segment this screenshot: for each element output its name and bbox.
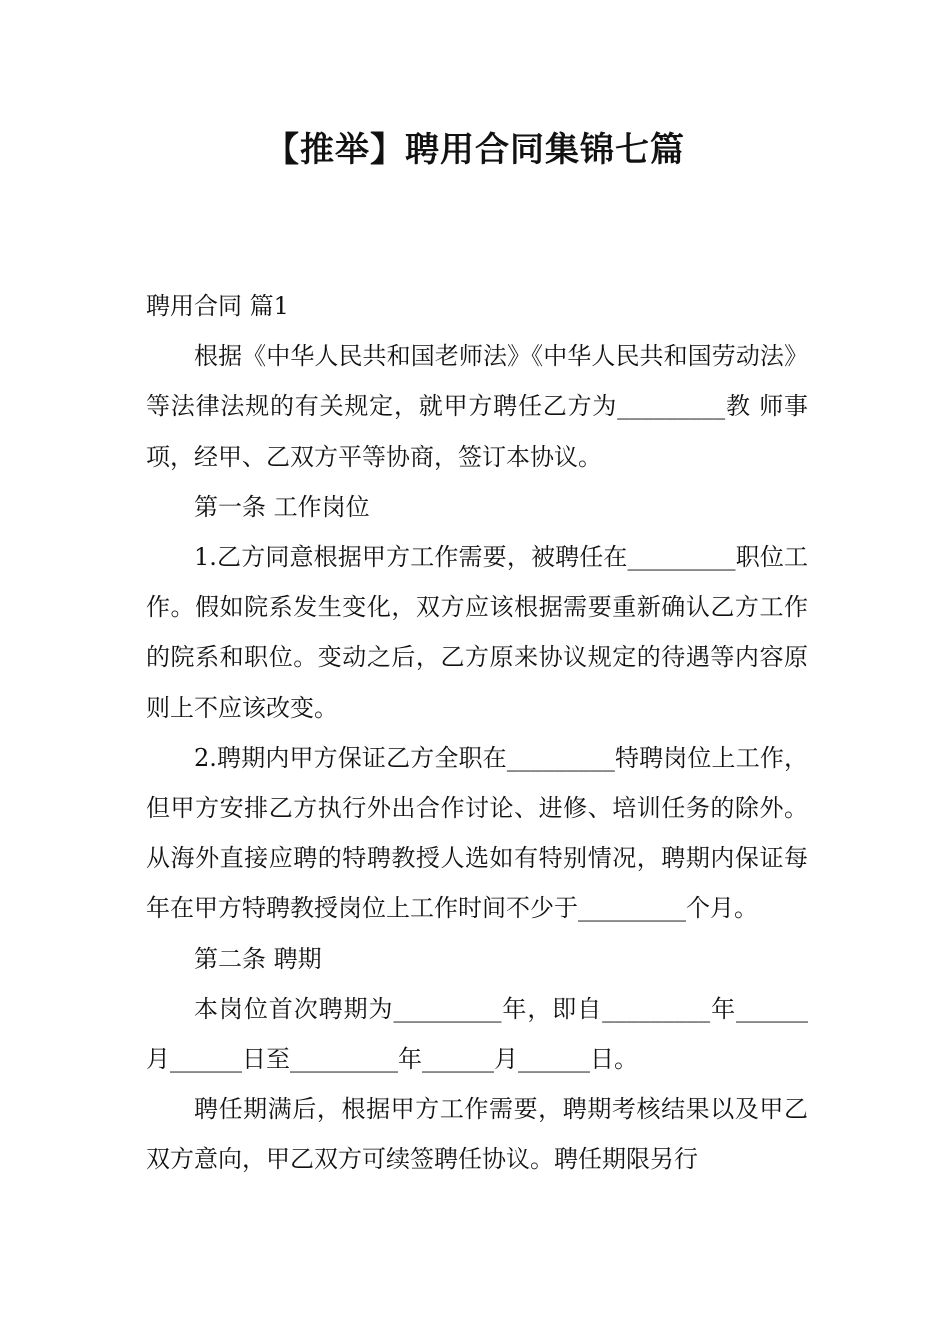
section-heading: 聘用合同 篇1	[146, 292, 289, 320]
article-heading: 第二条 聘期	[194, 944, 322, 973]
renewal-paragraph: 聘任期满后，根据甲方工作需要，聘期考核结果以及甲乙双方意向，甲乙双方可续签聘任协议。聘任期限另行	[146, 1095, 808, 1174]
document-body	[146, 281, 808, 1185]
term-paragraph: 本岗位首次聘期为_________年，即自_________年______月______日至_________年______月______日。	[146, 994, 808, 1074]
article-heading: 第一条 工作岗位	[194, 492, 370, 521]
article-item: 1.乙方同意根据甲方工作需要，被聘任在_________职位工作。假如院系发生变化，双方应该根据需要重新确认乙方工作的院系和职位。变动之后，乙方原来协议规定的待遇等内容原则上不应该改变。	[146, 543, 808, 722]
article-item: 2.聘期内甲方保证乙方全职在_________特聘岗位上工作，但甲方安排乙方执行外出合作讨论、进修、培训任务的除外。从海外直接应聘的特聘教授人选如有特别情况，聘期内保证每年在甲方特聘教授岗位上工作时间不少于_________个月。	[146, 743, 808, 923]
intro-paragraph: 根据《中华人民共和国老师法》《中华人民共和国劳动法》等法律法规的有关规定，就甲方聘任乙方为_________教 师事项，经甲、乙双方平等协商，签订本协议。	[146, 342, 808, 471]
document-title: 【推举】聘用合同集锦七篇	[265, 130, 685, 170]
